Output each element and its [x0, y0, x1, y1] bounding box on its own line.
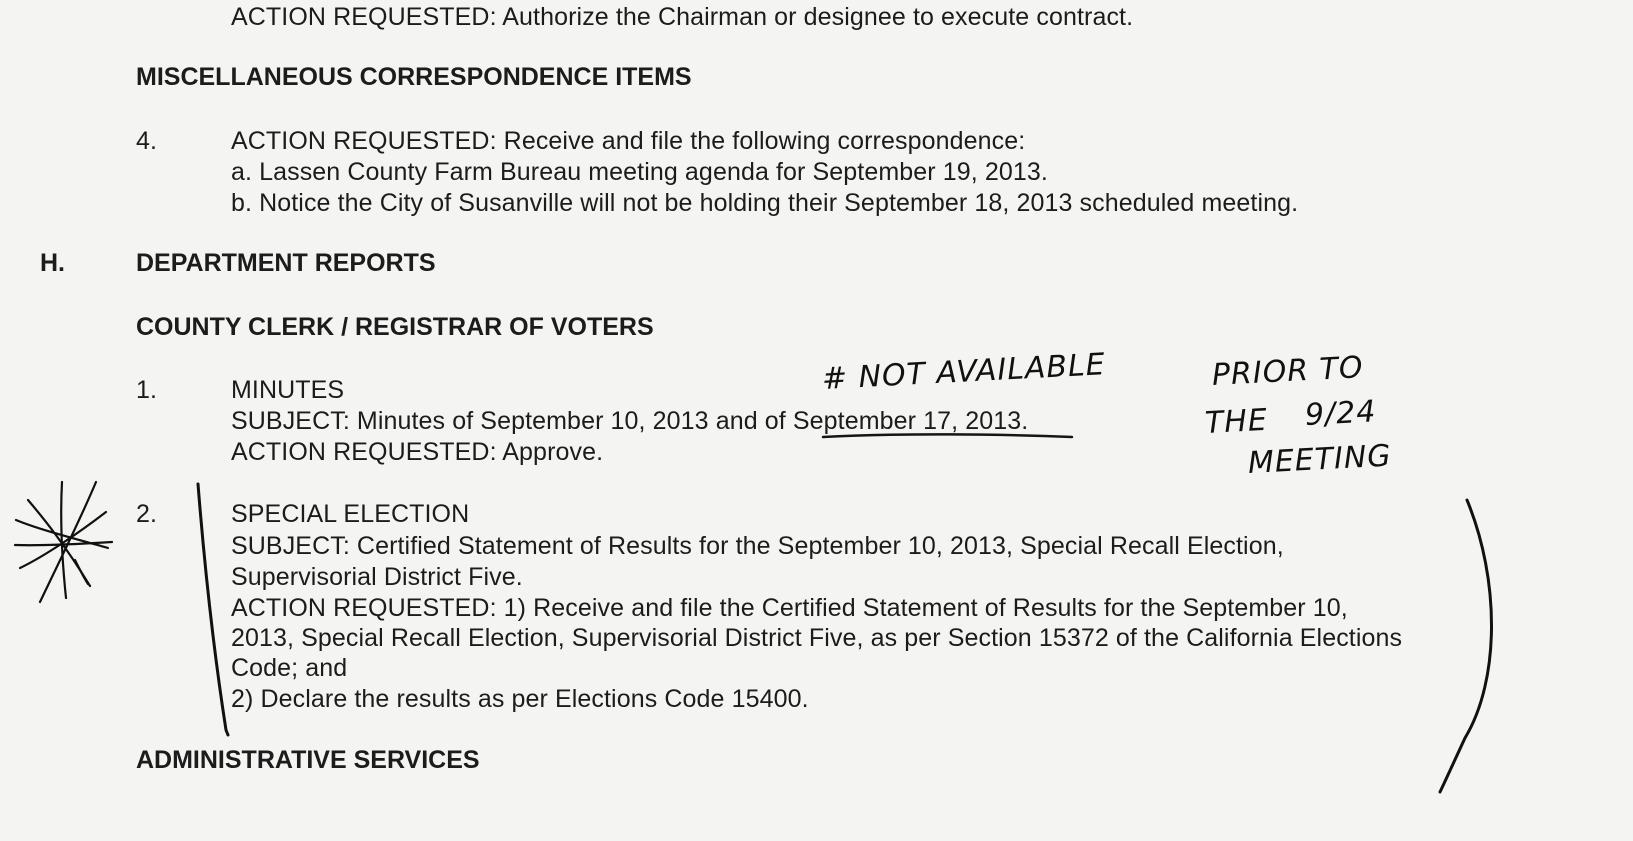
- handwritten-note-prior-to: PRIOR TO: [1211, 350, 1365, 393]
- minutes-subject-prefix: SUBJECT: Minutes of September 10, 2013 and of: [231, 407, 793, 435]
- election-title: SPECIAL ELECTION: [231, 500, 470, 528]
- misc-subitem-a: a. Lassen County Farm Bureau meeting agenda for September 19, 2013.: [231, 158, 1048, 186]
- administrative-services-heading: ADMINISTRATIVE SERVICES: [136, 746, 480, 774]
- minutes-subject: [231, 406, 1028, 436]
- misc-subitem-b: b. Notice the City of Susanville will not be holding their September 18, 2013 scheduled meeting.: [231, 189, 1299, 217]
- minutes-title: MINUTES: [231, 376, 345, 404]
- election-action-line-3: Code; and: [231, 654, 348, 682]
- election-action-line-1: ACTION REQUESTED: 1) Receive and file the Certified Statement of Results for the September 10,: [231, 594, 1348, 622]
- misc-item-number: 4.: [136, 127, 158, 155]
- handwritten-note-meeting: MEETING: [1247, 438, 1393, 481]
- misc-action-requested: ACTION REQUESTED: Receive and file the following correspondence:: [231, 127, 1026, 155]
- handwritten-note-the: THE: [1204, 402, 1269, 441]
- section-h-letter: H.: [40, 249, 65, 277]
- handwritten-asterisk-icon: [15, 482, 112, 602]
- minutes-item-number: 1.: [136, 376, 158, 404]
- minutes-action-requested: ACTION REQUESTED: Approve.: [231, 438, 604, 466]
- election-item-number: 2.: [136, 500, 158, 528]
- handwritten-note-date: 9/24: [1304, 394, 1378, 433]
- election-subject-line-1: SUBJECT: Certified Statement of Results for the September 10, 2013, Special Recall Election,: [231, 532, 1284, 560]
- prior-action-requested: ACTION REQUESTED: Authorize the Chairman or designee to execute contract.: [231, 3, 1134, 31]
- handwritten-right-bracket: [1440, 500, 1492, 792]
- election-action-line-4: 2) Declare the results as per Elections Code 15400.: [231, 685, 809, 713]
- misc-correspondence-heading: MISCELLANEOUS CORRESPONDENCE ITEMS: [136, 63, 692, 91]
- handwritten-note-not-available: # NOT AVAILABLE: [821, 347, 1107, 397]
- county-clerk-heading: COUNTY CLERK / REGISTRAR OF VOTERS: [136, 313, 654, 341]
- election-subject-line-2: Supervisorial District Five.: [231, 563, 523, 591]
- minutes-subject-suffix: .: [1021, 407, 1029, 435]
- minutes-subject-date: September 17, 2013: [792, 407, 1022, 435]
- handwritten-left-bracket: [198, 484, 228, 735]
- election-action-line-2: 2013, Special Recall Election, Supervisorial District Five, as per Section 15372 of the California Elections: [231, 624, 1403, 652]
- department-reports-heading: DEPARTMENT REPORTS: [136, 249, 436, 277]
